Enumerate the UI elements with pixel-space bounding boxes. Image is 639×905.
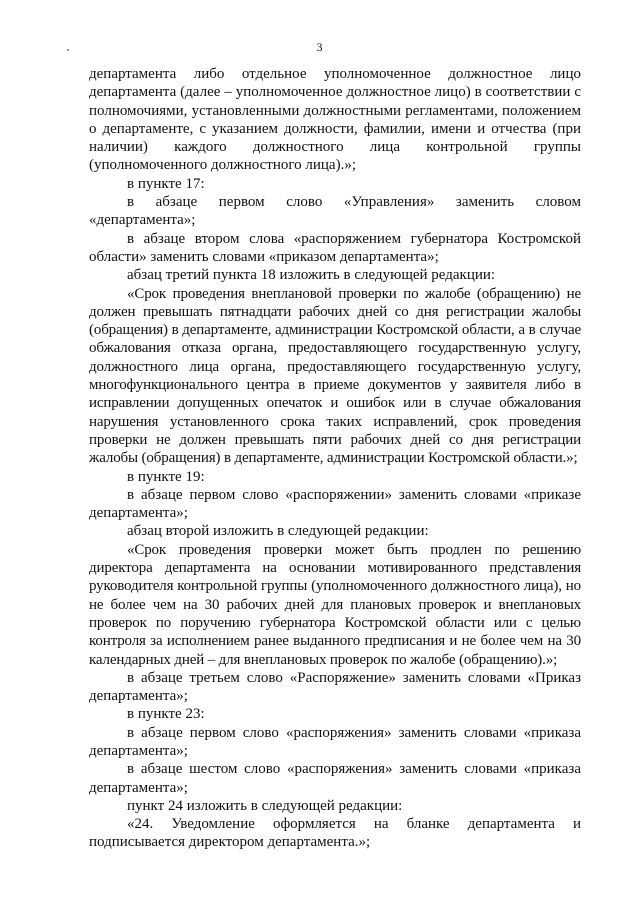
paragraph-5: абзац третий пункта 18 изложить в следующей редакции:: [127, 267, 496, 284]
paragraph-10: «Срок проведения проверки может быть продлен по решению директора департамента на основании мотивированного представления руководителя контрольной группы (уполномоченного должностного лица), но не более чем на 30 рабочих дней для плановых проверок и внеплановых проверок по поручению губернатора Костромской области или с целью контроля за исполнением ранее выданного предписания и не более чем на 30 календарных дней – для внеплановых проверок по жалобе (обращению).»;: [89, 541, 581, 668]
paragraph-13: в абзаце первом слово «распоряжения» заменить словами «приказа департамента»;: [89, 724, 581, 759]
paragraph-11: в абзаце третьем слово «Распоряжение» заменить словами «Приказ департамента»;: [89, 669, 581, 705]
paragraph-1: департамента либо отдельное уполномоченное должностное лицо департамента (далее – уполномоченное должностное лицо) в соответствии с полномочиями, установленными должностными регламентами, положением о департаменте, с указанием должности, фамилии, имени и отчества (при наличии) каждого должностного лица контрольной группы (уполномоченного должностного лица).»;: [89, 66, 581, 174]
paragraph-9: абзац второй изложить в следующей редакции:: [127, 523, 429, 540]
paragraph-8: в абзаце первом слово «распоряжении» заменить словами «приказе департамента»;: [89, 486, 581, 522]
paragraph-16: «24. Уведомление оформляется на бланке департамента и подписывается директором департамента.»;: [89, 816, 581, 851]
paragraph-6: «Срок проведения внеплановой проверки по жалобе (обращению) не должен превышать пятнадцати рабочих дней со дня регистрации жалобы (обращения) в департаменте, администрации Костромской области, а в случае обжалования отказа органа, предоставляющего государственную услугу, должностного лица органа, предоставляющего государственную услугу, многофункционального центра в приеме документов у заявителя либо в исправлении допущенных опечаток и ошибок или в случае обжалования нарушения установленного срока таких исправлений, срок проведения проверки не должен превышать пяти рабочих дней со дня регистрации жалобы (обращения) в департаменте, администрации Костромской области.»;: [89, 285, 581, 467]
paragraph-15: пункт 24 изложить в следующей редакции:: [127, 797, 403, 814]
paragraph-2: в пункте 17:: [127, 175, 205, 192]
paragraph-3: в абзаце первом слово «Управления» заменить словом «департамента»;: [89, 194, 581, 229]
page-number: 3: [316, 40, 323, 54]
document-body: [89, 65, 581, 852]
paragraph-4: в абзаце втором слова «распоряжением губернатора Костромской области» заменить словами «приказом департамента»;: [89, 230, 581, 265]
paragraph-12: в пункте 23:: [127, 706, 205, 723]
paragraph-14: в абзаце шестом слово «распоряжения» заменить словами «приказа департамента»;: [89, 761, 581, 796]
paragraph-7: в пункте 19:: [127, 468, 205, 485]
